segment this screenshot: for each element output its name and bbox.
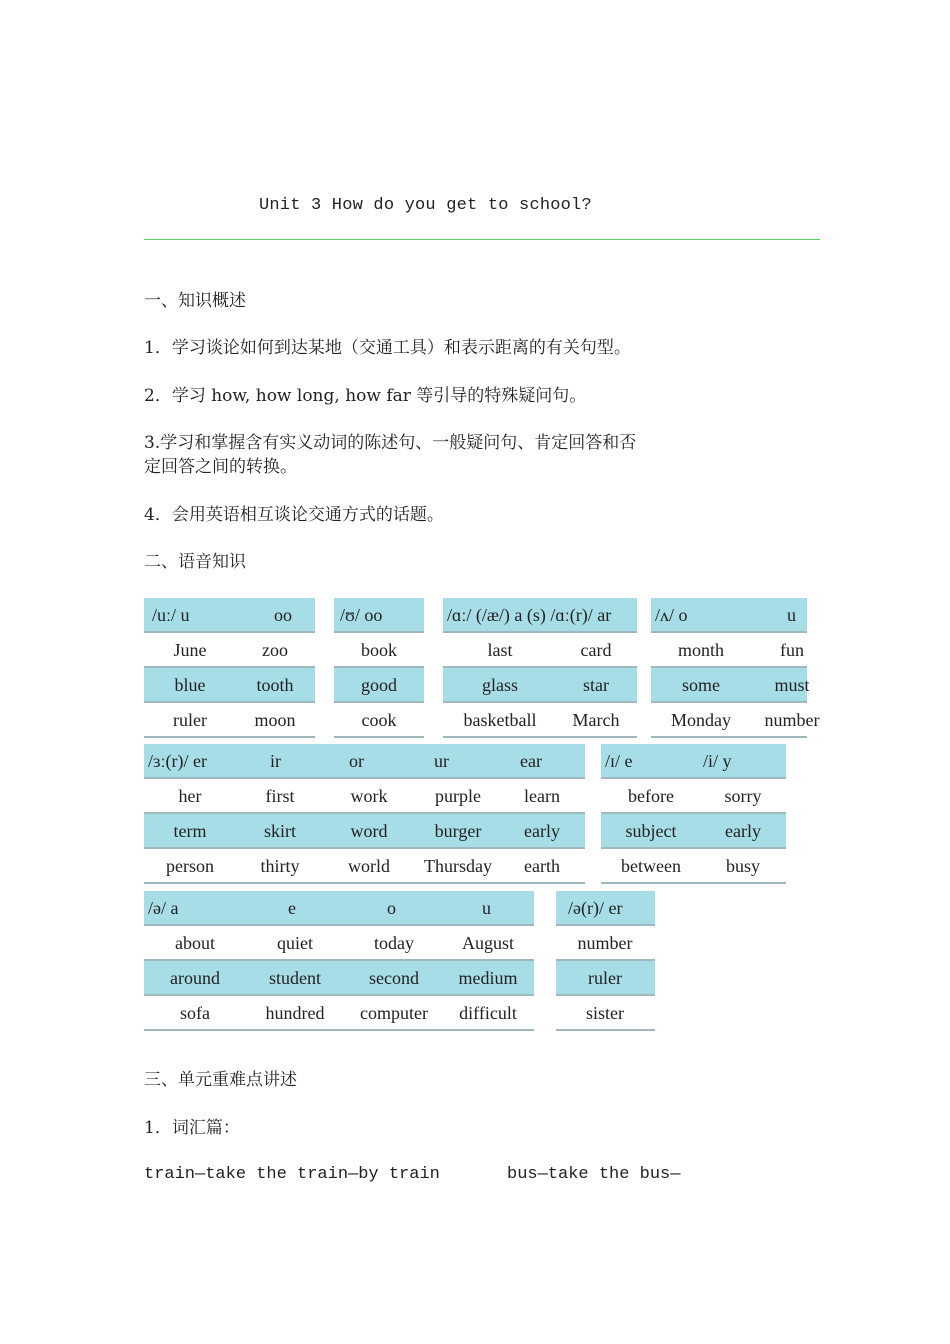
- phonics-word: medium: [458, 968, 518, 988]
- phonics-header-cell: u: [787, 605, 796, 625]
- row-divider: [144, 1029, 534, 1031]
- phonics-table-wedge: [651, 598, 820, 738]
- row-divider: [556, 1029, 655, 1031]
- phonics-table-u-long: [144, 598, 315, 738]
- phonics-row: [601, 779, 786, 814]
- phonics-table-schwa: [144, 891, 534, 1031]
- phonics-word: learn: [524, 786, 560, 806]
- phonics-row: [334, 668, 424, 703]
- phonics-word: zoo: [262, 640, 288, 660]
- phonics-word: earth: [524, 856, 560, 876]
- phonics-row: [443, 703, 637, 738]
- phonics-word: ruler: [173, 710, 207, 730]
- row-divider: [443, 736, 637, 738]
- phonics-word: sister: [586, 1003, 624, 1023]
- phonics-word: before: [628, 786, 674, 806]
- phonics-word: subject: [625, 821, 677, 841]
- phonics-row: [144, 849, 585, 884]
- phonics-header-cell: e: [288, 898, 296, 918]
- phonics-word: quiet: [277, 933, 313, 953]
- phonics-row: [651, 703, 820, 738]
- phonics-row: [651, 668, 810, 703]
- phonics-row: [651, 633, 807, 668]
- phonics-word: last: [487, 640, 513, 660]
- phonics-table-i: [601, 744, 786, 884]
- vocab-line-bus: bus—take the bus—: [507, 1165, 681, 1184]
- phonics-word: moon: [254, 710, 296, 730]
- phonics-header-cell: /ʊ/ oo: [340, 605, 383, 625]
- phonics-header-cell: /i/ y: [703, 751, 732, 771]
- phonics-header-row: [144, 891, 534, 926]
- phonics-header-cell: /ʌ/ o: [655, 605, 688, 625]
- phonics-row: [144, 668, 315, 703]
- row-divider: [144, 736, 315, 738]
- page-title: Unit 3 How do you get to school?: [259, 196, 592, 215]
- phonics-header-row: [144, 744, 585, 779]
- phonics-row: [144, 779, 585, 814]
- phonics-word: today: [374, 933, 414, 953]
- phonics-word: computer: [360, 1003, 428, 1023]
- phonics-word: tooth: [256, 675, 294, 695]
- phonics-word: basketball: [463, 710, 537, 730]
- phonics-row: [556, 926, 655, 961]
- phonics-word: her: [178, 786, 202, 806]
- phonics-word: blue: [174, 675, 206, 695]
- phonics-word: busy: [725, 856, 761, 876]
- phonics-word: hundred: [265, 1003, 325, 1023]
- phonics-word: ruler: [588, 968, 622, 988]
- phonics-word: Monday: [671, 710, 731, 730]
- phonics-header-cell: /ɜː(r)/ er: [148, 751, 208, 771]
- phonics-word: number: [764, 710, 820, 730]
- phonics-word: sofa: [180, 1003, 210, 1023]
- phonics-word: burger: [434, 821, 482, 841]
- phonics-word: between: [621, 856, 681, 876]
- phonics-word: work: [350, 786, 388, 806]
- row-divider: [144, 882, 585, 884]
- phonics-row: [144, 926, 534, 961]
- phonics-row: [144, 633, 315, 668]
- section1-heading: 一、知识概述: [144, 291, 246, 311]
- phonics-header-cell: /ɑː/ (/æ/) a (s) /ɑː(r)/ ar: [447, 605, 612, 625]
- phonics-word: around: [170, 968, 220, 988]
- phonics-row: [601, 814, 786, 849]
- phonics-row: [556, 961, 655, 996]
- section1-item-3-cont: 定回答之间的转换。: [144, 457, 297, 477]
- phonics-header-row: [651, 598, 807, 633]
- phonics-table-schwa-r: [556, 891, 655, 1031]
- phonics-row: [334, 633, 424, 668]
- section1-item-2: 2．学习 how, how long, how far 等引导的特殊疑问句。: [144, 386, 587, 406]
- phonics-word: person: [166, 856, 214, 876]
- phonics-header-row: [334, 598, 424, 633]
- phonics-word: month: [677, 640, 725, 660]
- phonics-word: sorry: [724, 786, 762, 806]
- phonics-row: [443, 668, 637, 703]
- phonics-row: [144, 814, 585, 849]
- phonics-word: cook: [361, 710, 397, 730]
- phonics-word: good: [361, 675, 397, 695]
- phonics-word: March: [572, 710, 620, 730]
- phonics-word: early: [725, 821, 761, 841]
- row-divider: [334, 736, 424, 738]
- phonics-word: about: [175, 933, 215, 953]
- phonics-header-cell: /uː/ u: [152, 605, 190, 625]
- phonics-word: card: [580, 640, 612, 660]
- phonics-header-cell: ear: [520, 751, 542, 771]
- section3-subheading: 1．词汇篇：: [144, 1118, 240, 1138]
- phonics-header-row: [601, 744, 786, 779]
- title-divider: [144, 239, 820, 240]
- row-divider: [601, 882, 786, 884]
- phonics-word: Thursday: [424, 856, 492, 876]
- phonics-header-cell: /ə(r)/ er: [568, 898, 623, 918]
- phonics-word: glass: [482, 675, 518, 695]
- phonics-word: student: [269, 968, 321, 988]
- phonics-word: purple: [435, 786, 481, 806]
- phonics-word: June: [173, 640, 207, 660]
- phonics-header-cell: or: [349, 751, 364, 771]
- phonics-word: book: [361, 640, 397, 660]
- phonics-row: [443, 633, 637, 668]
- section2-heading: 二、语音知识: [144, 552, 246, 572]
- phonics-word: some: [682, 675, 720, 695]
- phonics-header-cell: /ɪ/ e: [605, 751, 633, 771]
- phonics-header-row: [144, 598, 315, 633]
- section1-item-3: 3.学习和掌握含有实义动词的陈述句、一般疑问句、肯定回答和否: [144, 433, 637, 453]
- phonics-word: must: [774, 675, 810, 695]
- phonics-word: fun: [780, 640, 804, 660]
- vocab-line-train: train—take the train—by train: [144, 1165, 440, 1184]
- phonics-word: thirty: [260, 856, 300, 876]
- phonics-word: number: [577, 933, 633, 953]
- phonics-header-row: [556, 891, 655, 926]
- phonics-table-a-long: [443, 598, 637, 738]
- phonics-header-cell: /ə/ a: [148, 898, 179, 918]
- phonics-row: [144, 703, 315, 738]
- phonics-word: word: [350, 821, 388, 841]
- phonics-word: first: [265, 786, 295, 806]
- row-divider: [651, 736, 807, 738]
- phonics-row: [144, 996, 534, 1031]
- section1-item-1: 1．学习谈论如何到达某地（交通工具）和表示距离的有关句型。: [144, 338, 631, 358]
- phonics-word: star: [583, 675, 609, 695]
- phonics-word: difficult: [459, 1003, 517, 1023]
- phonics-row: [556, 996, 655, 1031]
- phonics-header-cell: oo: [274, 605, 292, 625]
- phonics-word: August: [461, 933, 515, 953]
- section3-heading: 三、单元重难点讲述: [144, 1070, 297, 1090]
- phonics-word: term: [173, 821, 207, 841]
- phonics-row: [144, 961, 534, 996]
- phonics-header-cell: ir: [270, 751, 281, 771]
- phonics-header-cell: u: [482, 898, 491, 918]
- phonics-word: skirt: [263, 821, 297, 841]
- phonics-table-er: [144, 744, 585, 884]
- phonics-header-row: [443, 598, 637, 633]
- phonics-header-cell: o: [387, 898, 396, 918]
- phonics-word: early: [524, 821, 560, 841]
- phonics-word: second: [369, 968, 419, 988]
- phonics-row: [601, 849, 786, 884]
- phonics-table-u-short: [334, 598, 424, 738]
- phonics-row: [334, 703, 424, 738]
- section1-item-4: 4．会用英语相互谈论交通方式的话题。: [144, 505, 444, 525]
- phonics-header-cell: ur: [434, 751, 449, 771]
- phonics-word: world: [348, 856, 390, 876]
